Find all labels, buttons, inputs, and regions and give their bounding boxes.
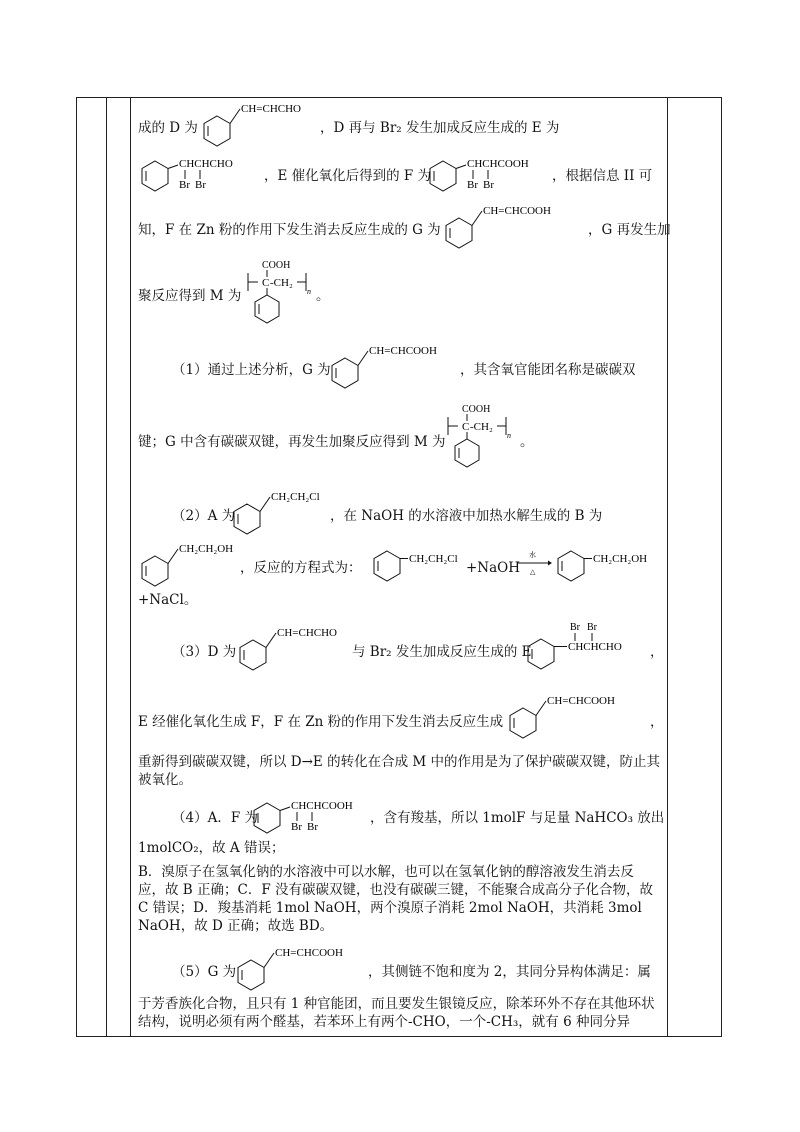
molecule-b <box>138 541 248 585</box>
molecule-f <box>426 155 556 199</box>
text-line: 成的 D 为 <box>138 120 198 136</box>
svg-text:COOH: COOH <box>262 260 291 271</box>
text-line: ，G 再发生加 <box>588 222 671 238</box>
svg-text:CH=CHCOOH: CH=CHCOOH <box>369 345 437 357</box>
svg-text:CHCHCHO: CHCHCHO <box>179 158 233 170</box>
svg-text:Br: Br <box>483 179 494 191</box>
molecule-g <box>442 203 572 247</box>
text-line: ，D 再与 Br₂ 发生加成反应生成的 E 为 <box>320 120 560 136</box>
molecule-g <box>506 693 646 737</box>
molecule-g <box>234 945 374 989</box>
reaction-arrow <box>516 549 552 579</box>
text-line: （1）通过上述分析，G 为 <box>172 362 331 378</box>
text-line: 知，F 在 Zn 粉的作用下发生消去反应生成的 G 为 <box>138 222 441 238</box>
text-line: ，在 NaOH 的水溶液中加热水解生成的 B 为 <box>330 508 603 524</box>
svg-text:CH₂CH₂Cl: CH₂CH₂Cl <box>409 553 458 565</box>
text-line: 键；G 中含有碳碳双键，再发生加聚反应得到 M 为 <box>138 434 446 450</box>
text-line: ， <box>650 644 664 660</box>
svg-text:CH=CHCOOH: CH=CHCOOH <box>547 695 615 707</box>
text-line: （2）A 为 <box>172 508 236 524</box>
molecule-b <box>554 545 654 585</box>
solution-content <box>136 97 671 1037</box>
text-line: （5）G 为 <box>172 964 237 980</box>
table-divider <box>106 97 107 1037</box>
text-line: ，E 催化氧化后得到的 F 为 <box>264 168 432 184</box>
text-line: +NaOH <box>466 560 521 576</box>
text-line: ，反应的方程式为： <box>240 560 362 576</box>
svg-text:n: n <box>307 287 311 296</box>
svg-text:COOH: COOH <box>462 404 491 415</box>
svg-text:CH₂CH₂Cl: CH₂CH₂Cl <box>271 491 320 503</box>
text-line: ，根据信息 II 可 <box>552 168 653 184</box>
text-line: 聚反应得到 M 为 <box>138 288 242 304</box>
svg-text:CHCHCHO: CHCHCHO <box>568 641 622 653</box>
molecule-a <box>370 545 470 585</box>
svg-text:Br: Br <box>195 179 206 191</box>
svg-text:n: n <box>507 431 511 440</box>
svg-text:C: C <box>262 277 270 289</box>
molecule-e <box>138 155 268 199</box>
text-line: ， <box>650 714 664 730</box>
svg-text:-CH₂: -CH₂ <box>270 277 293 289</box>
text-line: ，含有羧基，所以 1molF 与足量 NaHCO₃ 放出 <box>370 810 665 826</box>
svg-text:Br: Br <box>291 821 302 833</box>
text-line: （3）D 为 <box>172 644 237 660</box>
svg-text:△: △ <box>530 568 536 576</box>
svg-text:水: 水 <box>529 551 536 559</box>
svg-text:-CH₂: -CH₂ <box>470 421 493 433</box>
chain-label: CH=CHCHO <box>241 103 301 115</box>
text-line: （4）A．F 为 <box>172 810 258 826</box>
text-line: +NaCl。 <box>138 592 198 608</box>
svg-text:Br: Br <box>467 179 478 191</box>
svg-text:CHCHCOOH: CHCHCOOH <box>291 800 353 812</box>
svg-text:CH=CHCHO: CH=CHCHO <box>277 627 337 639</box>
text-line: ，其侧链不饱和度为 2，其同分异构体满足：属 <box>368 964 651 980</box>
polymer-m <box>440 401 530 471</box>
svg-text:C: C <box>462 421 470 433</box>
text-paragraph: 于芳香族化合物，且只有 1 种官能团，而且要发生银镜反应，除苯环外不存在其他环状结构，说明必须有两个醛基，若苯环上有两个-CHO，一个-CH₃，就有 6 种同分异 <box>138 996 655 1030</box>
svg-text:Br: Br <box>587 622 597 633</box>
molecule-e <box>524 621 654 671</box>
text-line: ，其含氧官能团名称是碳碳双 <box>460 362 636 378</box>
svg-text:CH₂CH₂OH: CH₂CH₂OH <box>593 553 648 565</box>
svg-text:CHCHCOOH: CHCHCOOH <box>467 158 529 170</box>
svg-text:Br: Br <box>307 821 318 833</box>
text-line: 。 <box>316 288 330 304</box>
molecule-d <box>200 101 330 145</box>
molecule-g <box>328 343 458 387</box>
molecule-f <box>250 797 380 841</box>
text-line: 与 Br₂ 发生加成反应生成的 E <box>352 644 532 660</box>
text-line: 。 <box>520 434 534 450</box>
text-paragraph: B．溴原子在氢氧化钠的水溶液中可以水解，也可以在氢氧化钠的醇溶液发生消去反应，故 B 正确；C．F 没有碳碳双键，也没有碳碳三键，不能聚合成高分子化合物，故 C 错误；D．羧基消耗 1mol NaOH，两个溴原子消耗 2mol NaOH，共消耗 3mol NaOH，故 D 正确；故选 BD。 <box>138 864 653 934</box>
text-paragraph: 重新得到碳碳双键，所以 D→E 的转化在合成 M 中的作用是为了保护碳碳双键，防止其被氧化。 <box>138 754 660 788</box>
svg-text:Br: Br <box>179 179 190 191</box>
molecule-d <box>236 625 356 669</box>
table-divider <box>130 97 131 1037</box>
svg-text:CH=CHCOOH: CH=CHCOOH <box>483 205 551 217</box>
text-line: 1molCO₂，故 A 错误； <box>138 840 285 856</box>
svg-text:CH₂CH₂OH: CH₂CH₂OH <box>179 543 234 555</box>
svg-text:CH=CHCOOH: CH=CHCOOH <box>275 947 343 959</box>
text-line: E 经催化氧化生成 F，F 在 Zn 粉的作用下发生消去反应生成 <box>138 714 504 730</box>
svg-text:Br: Br <box>570 622 580 633</box>
